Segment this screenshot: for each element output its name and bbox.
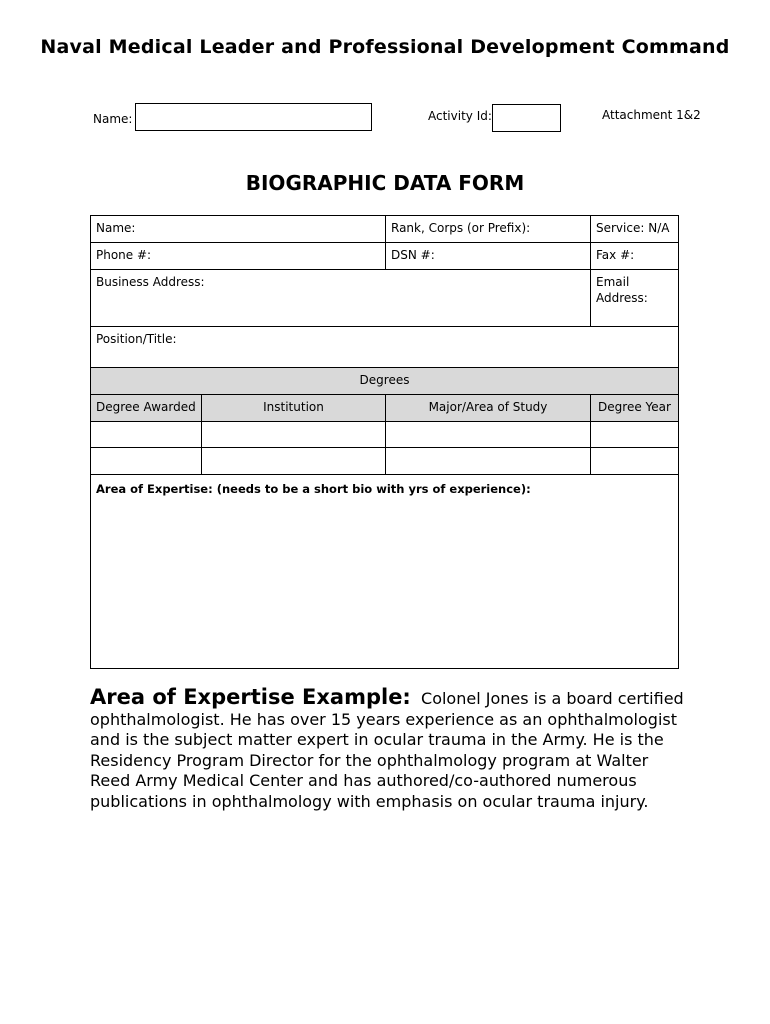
email-label-line1: Email: [596, 275, 630, 289]
degrees-section-title: Degrees: [359, 373, 410, 387]
area-of-expertise-field[interactable]: [90, 474, 679, 669]
dsn-label: DSN #:: [391, 248, 435, 262]
degree-year-header-label: Degree Year: [598, 400, 671, 414]
form-title: BIOGRAPHIC DATA FORM: [245, 171, 525, 195]
form-name-label: Name:: [96, 221, 136, 235]
service-field[interactable]: [590, 215, 679, 243]
header-name-label: Name:: [93, 112, 133, 126]
degree-awarded-cell-2[interactable]: [90, 447, 202, 475]
attachment-label: Attachment 1&2: [602, 108, 701, 122]
header-name-input[interactable]: [135, 103, 372, 131]
major-cell-2[interactable]: [385, 447, 591, 475]
institution-cell-2[interactable]: [201, 447, 386, 475]
dsn-field[interactable]: [385, 242, 591, 270]
institution-cell-1[interactable]: [201, 421, 386, 448]
service-value: N/A: [648, 221, 670, 235]
degree-year-cell-1[interactable]: [590, 421, 679, 448]
activity-id-label: Activity Id:: [428, 109, 492, 123]
degree-year-cell-2[interactable]: [590, 447, 679, 475]
institution-header: [201, 394, 386, 422]
email-field[interactable]: [590, 269, 679, 327]
degree-awarded-header: [90, 394, 202, 422]
area-of-expertise-label: Area of Expertise: (needs to be a short bio with yrs of experience):: [96, 482, 531, 496]
activity-id-input[interactable]: [492, 104, 561, 132]
form-name-field[interactable]: [90, 215, 386, 243]
service-label: Service:: [596, 221, 645, 235]
phone-field[interactable]: [90, 242, 386, 270]
expertise-example: [90, 687, 690, 812]
fax-label: Fax #:: [596, 248, 635, 262]
degrees-section-header: [90, 367, 679, 395]
phone-label: Phone #:: [96, 248, 152, 262]
email-label-line2: Address:: [596, 291, 648, 305]
degree-awarded-header-label: Degree Awarded: [96, 400, 196, 414]
position-title-label: Position/Title:: [96, 332, 177, 346]
major-header-label: Major/Area of Study: [428, 400, 548, 414]
expertise-example-heading: Area of Expertise Example:: [90, 685, 411, 709]
major-cell-1[interactable]: [385, 421, 591, 448]
position-title-field[interactable]: [90, 326, 679, 368]
degree-year-header: [590, 394, 679, 422]
rank-field[interactable]: [385, 215, 591, 243]
institution-header-label: Institution: [263, 400, 324, 414]
organization-title: Naval Medical Leader and Professional Development Command: [40, 36, 730, 58]
major-header: [385, 394, 591, 422]
business-address-field[interactable]: [90, 269, 591, 327]
fax-field[interactable]: [590, 242, 679, 270]
expertise-example-text: Colonel Jones is a board certified ophthalmologist. He has over 15 years experience as an ophthalmologist and is the subject matter expert in ocular trauma in the Army. He is the Residency Program Director for the ophthalmology program at Walter Reed Army Medical Center and has authored/co-authored numerous publications in ophthalmology with emphasis on ocular trauma injury.: [90, 689, 684, 811]
business-address-label: Business Address:: [96, 275, 205, 289]
degree-awarded-cell-1[interactable]: [90, 421, 202, 448]
rank-label: Rank, Corps (or Prefix):: [391, 221, 531, 235]
